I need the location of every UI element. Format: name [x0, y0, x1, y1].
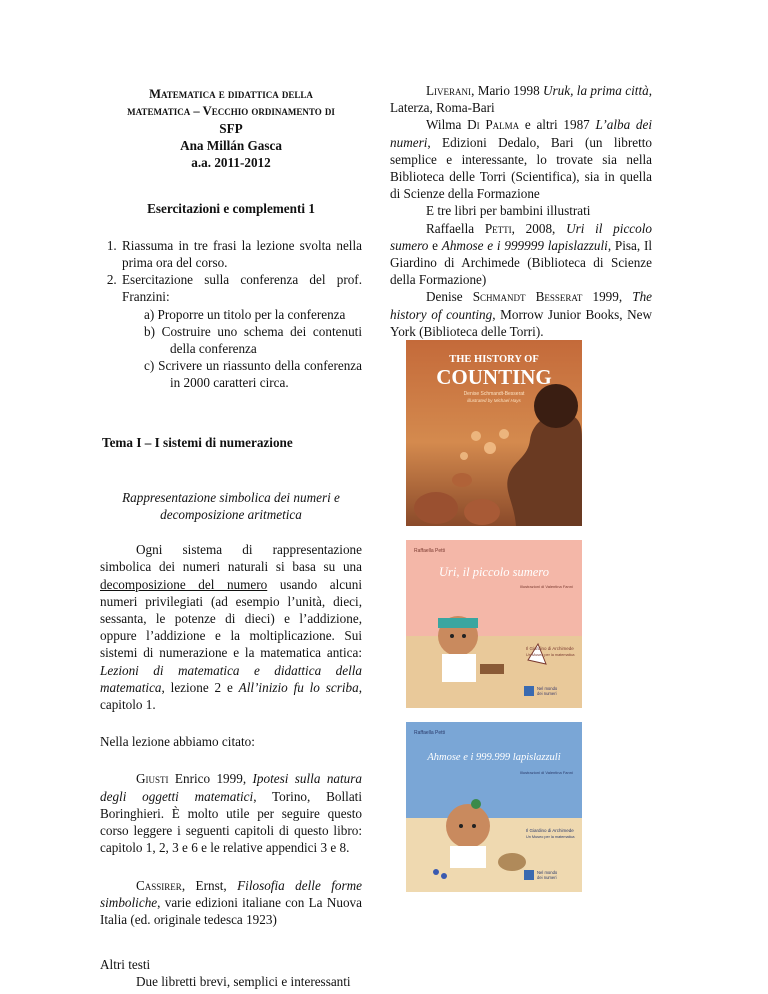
cover2-publisher-sub: Un Museo per la matematica	[526, 653, 575, 657]
left-column	[100, 0, 362, 991]
child-hair-shape	[534, 384, 578, 428]
exercises-heading: Esercitazioni e complementi 1	[147, 200, 315, 216]
series-logo-icon-2	[524, 870, 534, 880]
bird-shape	[471, 799, 481, 809]
course-title-line1: Matematica e didattica della	[149, 87, 313, 101]
lapis-1	[433, 869, 439, 875]
cited-intro: Nella lezione abbiamo citato:	[100, 734, 255, 750]
token-4	[460, 452, 468, 460]
cover2-series-line2: dei numeri	[537, 691, 557, 696]
citation-giusti: Giusti Enrico 1999, Ipotesi sulla natura degli oggetti matematici, Torino, Bollati Boringhieri. È molto utile per seguire questo corso leggere i seguenti capitoli di questo libro: capitolo 1, 2, 3 e 6 e le relative appendici 3 e 8.	[100, 771, 362, 856]
exercise-sub-a: a) Proporre un titolo per la conferenza	[144, 306, 346, 322]
citation-liverani: Liverani, Mario 1998 Uruk, la prima città, Laterza, Roma-Bari	[390, 83, 652, 116]
citation-dipalma: Wilma Di Palma e altri 1987 L’alba dei numeri, Edizioni Dedalo, Bari (un libretto semplice e interessante, lo trovate sia nella Biblioteca delle Torri (Scientifica), sia in quella di Scienze della Formazione	[390, 117, 653, 202]
right-column	[390, 0, 652, 340]
ahmose-eye-right	[472, 824, 476, 828]
program-name: SFP	[219, 121, 243, 136]
cover2-title: Uri, il piccolo sumero	[439, 565, 549, 579]
pot-3	[452, 473, 472, 487]
tema-paragraph: Ogni sistema di rappresentazione simbolica dei numeri naturali si basa su una decomposizione del numero usando alcuni numeri privilegiati (ad esempio l’unità, dieci, sessanta, le potenze di dieci) e l’addizione, oppure l’addizione e la moltiplicazione. Sui sistemi di numerazione e la matematica antica: Lezioni di matematica e didattica della matematica, lezione 2 e All’inizio fu lo scriba, capitolo 1.	[100, 542, 362, 713]
cover3-series-line1: Nel mondo	[537, 870, 558, 875]
cover1-title-big: COUNTING	[436, 365, 552, 389]
citation-schmandt: Denise Schmandt Besserat 1999, The history of counting, Morrow Junior Books, New York (Biblioteca delle Torri).	[390, 289, 653, 339]
basket-shape	[498, 853, 526, 871]
exercise-item-1-text: Riassuma in tre frasi la lezione svolta nella prima ora del corso.	[122, 237, 362, 271]
other-texts-heading: Altri testi	[100, 957, 151, 973]
cover3-title: Ahmose e i 999.999 lapislazzuli	[427, 752, 561, 763]
uri-body-shape	[442, 654, 476, 682]
cover2-illustrations: Illustrazioni di Valentina Fanni	[520, 584, 573, 589]
cover2-series-line1: Nel mondo	[537, 686, 558, 691]
uri-eye-left	[450, 634, 454, 638]
exercise-sub-c: c) Scrivere un riassunto della conferenza in 2000 caratteri circa.	[144, 358, 362, 391]
citation-petti: Raffaella Petti, 2008, Uri il piccolo sumero e Ahmose e i 999999 lapislazzuli, Pisa, Il Giardino di Archimede (Biblioteca di Scienze della Formazione)	[390, 220, 652, 288]
book-cover-history-of-counting	[406, 340, 582, 526]
lapis-2	[441, 873, 447, 879]
cover3-publisher: Il Giardino di Archimede	[526, 828, 574, 833]
book-cover-uri	[406, 540, 582, 708]
tema-heading: Tema I – I sistemi di numerazione	[102, 434, 293, 450]
pot-1	[414, 492, 458, 524]
exercise-item-1	[120, 237, 362, 271]
ahmose-head-shape	[446, 804, 490, 848]
uri-hat-shape	[438, 618, 478, 628]
uri-eye-right	[462, 634, 466, 638]
token-3	[499, 429, 509, 439]
exercise-list	[100, 237, 362, 392]
citation-cassirer: Cassirer, Ernst, Filosofia delle forme simboliche, varie edizioni italiane con La Nuova Italia (ed. originale tedesca 1923)	[100, 877, 362, 927]
exercise-item-2-text: Esercitazione sulla conferenza del prof. Franzini:	[122, 272, 362, 305]
cover1-illustrator: illustrated by Michael Hays	[467, 398, 521, 403]
series-logo-icon	[524, 686, 534, 696]
cover2-publisher: Il Giardino di Archimede	[526, 646, 574, 651]
academic-year: a.a. 2011-2012	[191, 155, 271, 171]
kids-books-intro: E tre libri per bambini illustrati	[426, 203, 591, 219]
exercise-sub-b: b) Costruire uno schema dei contenuti della conferenza	[144, 323, 362, 357]
ahmose-body-shape	[450, 846, 486, 868]
other-texts-intro: Due libretti brevi, semplici e interessanti	[136, 974, 351, 990]
underlined-term: decomposizione del numero	[100, 576, 268, 592]
dog-shape	[480, 664, 504, 674]
cover3-author: Raffaella Petti	[414, 730, 446, 736]
exercise-sublist	[122, 306, 362, 392]
token-1	[484, 442, 496, 454]
cover3-illustrations: Illustrazioni di Valentina Fanni	[520, 770, 573, 775]
ahmose-eye-left	[459, 824, 463, 828]
cover1-author: Denise Schmandt-Besserat	[463, 391, 525, 397]
tema-subheading: Rappresentazione simbolica dei numeri e decomposizione aritmetica	[122, 489, 340, 523]
cover3-series-line2: dei numeri	[537, 875, 557, 880]
cover3-publisher-sub: Un Museo per la matematica	[526, 835, 575, 839]
book-title-scriba: All’inizio fu lo scriba	[238, 679, 359, 695]
book-title-lezioni: Lezioni di matematica e didattica della matematica	[100, 662, 362, 695]
pot-2	[464, 499, 500, 525]
author-name: Ana Millán Gasca	[180, 138, 282, 154]
exercise-item-2	[120, 271, 362, 391]
token-2	[471, 431, 481, 441]
cover2-author: Raffaella Petti	[414, 548, 446, 554]
cover1-title-small: THE HISTORY OF	[449, 354, 539, 365]
course-title-line2: matematica – Vecchio ordinamento di	[127, 104, 335, 118]
book-cover-ahmose	[406, 722, 582, 892]
